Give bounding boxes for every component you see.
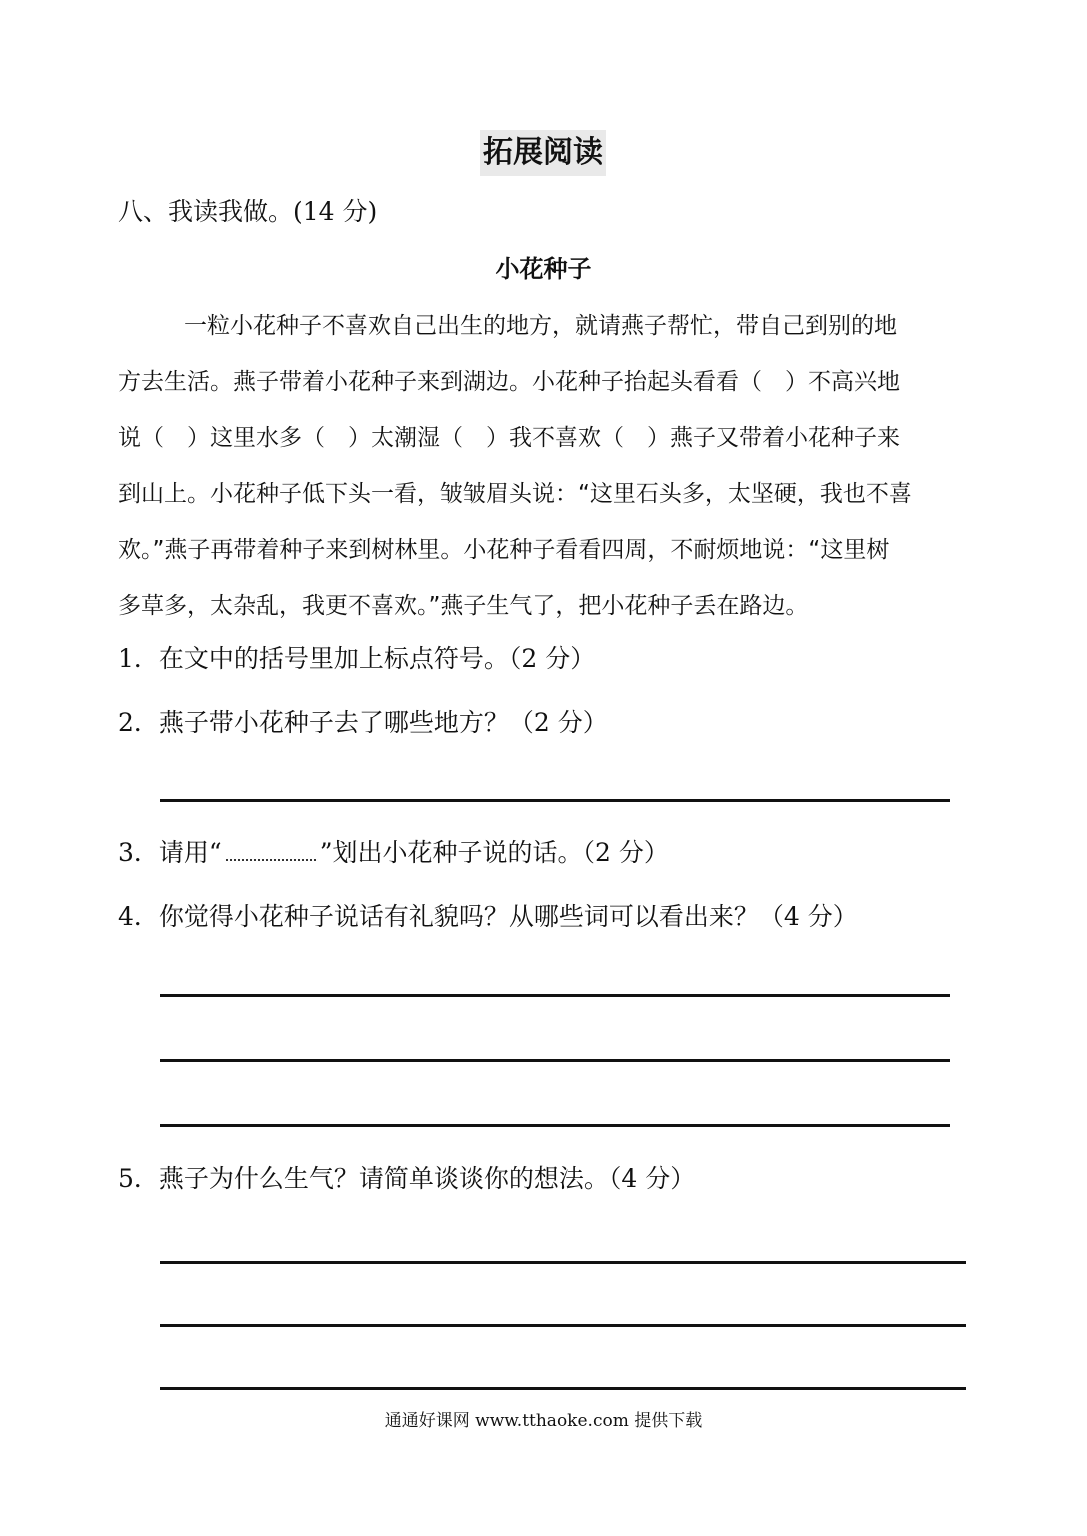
answer-line-q5[interactable] (160, 1261, 966, 1264)
answer-line-q2[interactable] (160, 799, 950, 802)
story-line: 说（ ）这里水多（ ）太潮湿（ ）我不喜欢（ ）燕子又带着小花种子来 (118, 425, 900, 451)
page-title: 拓展阅读 (480, 130, 606, 176)
footer-text: 通通好课网 www.tthaoke.com 提供下载 (384, 1411, 703, 1431)
section-heading: 八、我读我做。(14 分) (118, 197, 378, 226)
answer-line-q5[interactable] (160, 1324, 966, 1327)
story-title: 小花种子 (495, 255, 592, 283)
answer-line-q4[interactable] (160, 994, 950, 997)
story-line: 多草多，太杂乱，我更不喜欢。”燕子生气了，把小花种子丢在路边。 (118, 593, 809, 619)
wavy-underline-sample (226, 855, 316, 861)
story-line: 方去生活。燕子带着小花种子来到湖边。小花种子抬起头看看（ ）不高兴地 (118, 369, 900, 395)
question-1: 1．在文中的括号里加上标点符号。（2 分） (118, 644, 596, 673)
question-3 (118, 836, 669, 870)
question-3-text-end: ”划出小花种子说的话。（2 分） (319, 838, 669, 867)
question-5: 5．燕子为什么生气？请简单谈谈你的想法。（4 分） (118, 1164, 696, 1193)
story-line: 一粒小花种子不喜欢自己出生的地方，就请燕子帮忙，带自己到别的地 (184, 313, 897, 339)
story-line: 到山上。小花种子低下头一看，皱皱眉头说：“这里石头多，太坚硬，我也不喜 (118, 481, 912, 507)
answer-line-q4[interactable] (160, 1059, 950, 1062)
story-line: 欢。”燕子再带着种子来到树林里。小花种子看看四周，不耐烦地说：“这里树 (118, 537, 890, 563)
question-3-text-start: 3．请用“ (118, 838, 222, 867)
question-2: 2．燕子带小花种子去了哪些地方？（2 分） (118, 708, 608, 737)
answer-line-q5[interactable] (160, 1387, 966, 1390)
answer-line-q4[interactable] (160, 1124, 950, 1127)
question-4: 4．你觉得小花种子说话有礼貌吗？从哪些词可以看出来？（4 分） (118, 902, 858, 931)
